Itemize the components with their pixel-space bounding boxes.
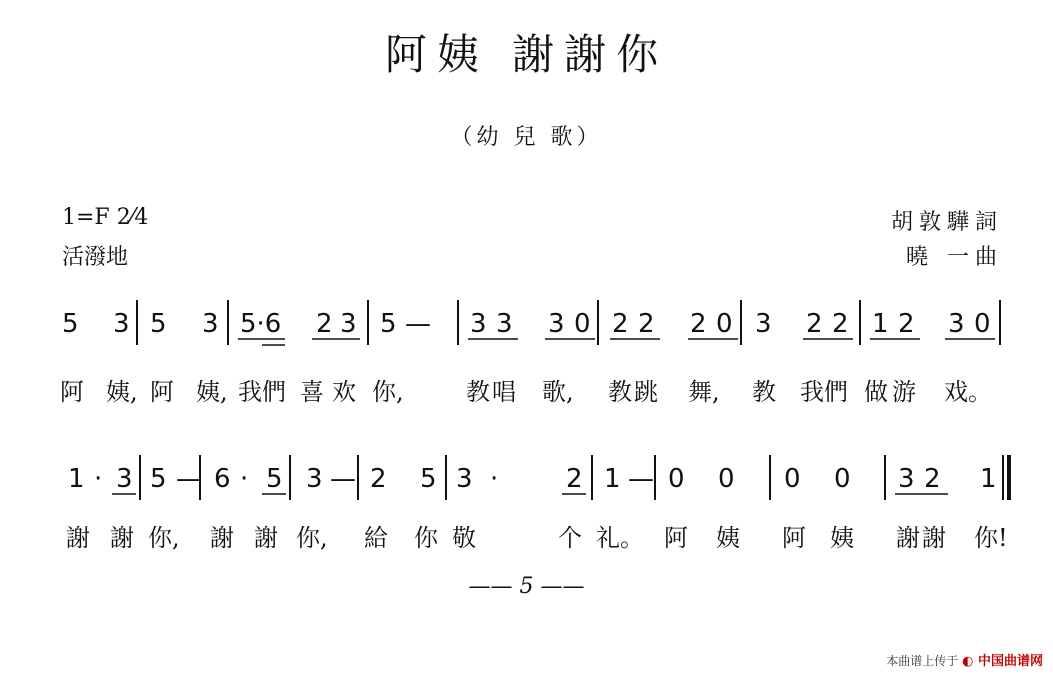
lyric: 阿 [60, 378, 84, 406]
lyricist-credit: 胡敦驊詞 [890, 210, 1003, 235]
watermark-site: 中国曲谱网 [977, 654, 1043, 669]
note: 0 [784, 464, 801, 494]
lyric: 姨, [196, 378, 228, 406]
lyric: 教 [752, 378, 776, 406]
lyric: 姨 [830, 524, 854, 552]
note: 5 [150, 309, 167, 339]
lyric: 謝 [896, 524, 920, 552]
lyric: 你 [414, 524, 438, 552]
notation-line-1 [0, 295, 1053, 355]
note: 2 [690, 309, 707, 339]
composer-credit: 曉 一曲 [906, 245, 1003, 270]
note: 5 [380, 309, 397, 339]
lyric: 謝 [110, 524, 134, 552]
key-signature: 1=F 2⁄4 [62, 205, 149, 230]
note: 3 [548, 309, 565, 339]
note-glyphs [62, 309, 991, 339]
note: 2 [316, 309, 333, 339]
lyric: 你, [372, 378, 404, 406]
lyric: 礼。 [596, 524, 644, 552]
note: 3 [456, 464, 473, 494]
note: 0 [574, 309, 591, 339]
note: 5 [150, 464, 167, 494]
note: 3 [898, 464, 915, 494]
logo-icon: ◐ [962, 654, 974, 669]
lyric: 阿 [782, 524, 806, 552]
note: 3 [306, 464, 323, 494]
note: — [176, 464, 202, 494]
page-number: —— 5 —— [468, 574, 585, 599]
note: 3 [496, 309, 513, 339]
underlines [238, 339, 995, 345]
note: 1 [604, 464, 621, 494]
note: 3 [202, 309, 219, 339]
lyric: 个 [558, 524, 582, 552]
song-subtitle: （幼 兒 歌） [450, 125, 603, 150]
lyric: 跳 [634, 378, 658, 406]
watermark-prefix: 本曲谱上传于 [886, 654, 959, 668]
note: · [240, 464, 249, 494]
note: 0 [716, 309, 733, 339]
note: 1 [872, 309, 889, 339]
lyric: 你! [974, 524, 1008, 552]
lyrics-line-2 [0, 518, 1053, 552]
note: 2 [370, 464, 387, 494]
note: 5 [420, 464, 437, 494]
note-glyphs [68, 464, 997, 494]
note: · [490, 464, 499, 494]
note: 2 [612, 309, 629, 339]
lyric: 謝 [922, 524, 946, 552]
lyric: 欢 [332, 378, 356, 406]
notation-line-2 [0, 450, 1053, 510]
song-title: 阿姨 謝謝你 [384, 30, 669, 79]
lyric: 游 [892, 378, 916, 406]
note: 2 [806, 309, 823, 339]
lyric: 歌, [542, 378, 574, 406]
note: 5 [266, 464, 283, 494]
lyric: 我們 [238, 378, 286, 406]
lyric: 你, [148, 524, 180, 552]
lyric: 你, [296, 524, 328, 552]
note: 1 [980, 464, 997, 494]
note: 3 [116, 464, 133, 494]
lyric: 阿 [150, 378, 174, 406]
lyric: 我們 [800, 378, 848, 406]
note: 3 [948, 309, 965, 339]
note: 1 [68, 464, 85, 494]
note: 3 [470, 309, 487, 339]
lyric: 給 [364, 524, 388, 552]
note: 0 [834, 464, 851, 494]
note: 2 [566, 464, 583, 494]
lyric: 謝 [210, 524, 234, 552]
note: 5 [62, 309, 79, 339]
note: 5·6 [240, 309, 282, 339]
note: · [94, 464, 103, 494]
lyric: 舞, [688, 378, 720, 406]
site-logo [962, 654, 1043, 669]
lyric: 阿 [664, 524, 688, 552]
lyric: 做 [864, 378, 888, 406]
lyric: 唱 [492, 378, 516, 406]
note: — [628, 464, 654, 494]
note: 3 [113, 309, 130, 339]
note: 0 [668, 464, 685, 494]
lyric: 敬 [452, 524, 476, 552]
note: 2 [898, 309, 915, 339]
lyrics-line-1 [0, 372, 1053, 406]
lyric: 謝 [254, 524, 278, 552]
note: 0 [718, 464, 735, 494]
note: 3 [755, 309, 772, 339]
note: 2 [638, 309, 655, 339]
note: — [330, 464, 356, 494]
lyric: 戏。 [944, 378, 992, 406]
note: — [405, 309, 431, 339]
note: 2 [924, 464, 941, 494]
watermark [886, 650, 1043, 669]
lyric: 姨 [716, 524, 740, 552]
note: 0 [974, 309, 991, 339]
tempo-marking: 活潑地 [62, 245, 129, 270]
lyric: 姨, [106, 378, 138, 406]
lyric: 教 [466, 378, 490, 406]
note: 2 [832, 309, 849, 339]
lyric: 教 [608, 378, 632, 406]
note: 6 [214, 464, 231, 494]
lyric: 喜 [300, 378, 324, 406]
lyric: 謝 [66, 524, 90, 552]
note: 3 [340, 309, 357, 339]
